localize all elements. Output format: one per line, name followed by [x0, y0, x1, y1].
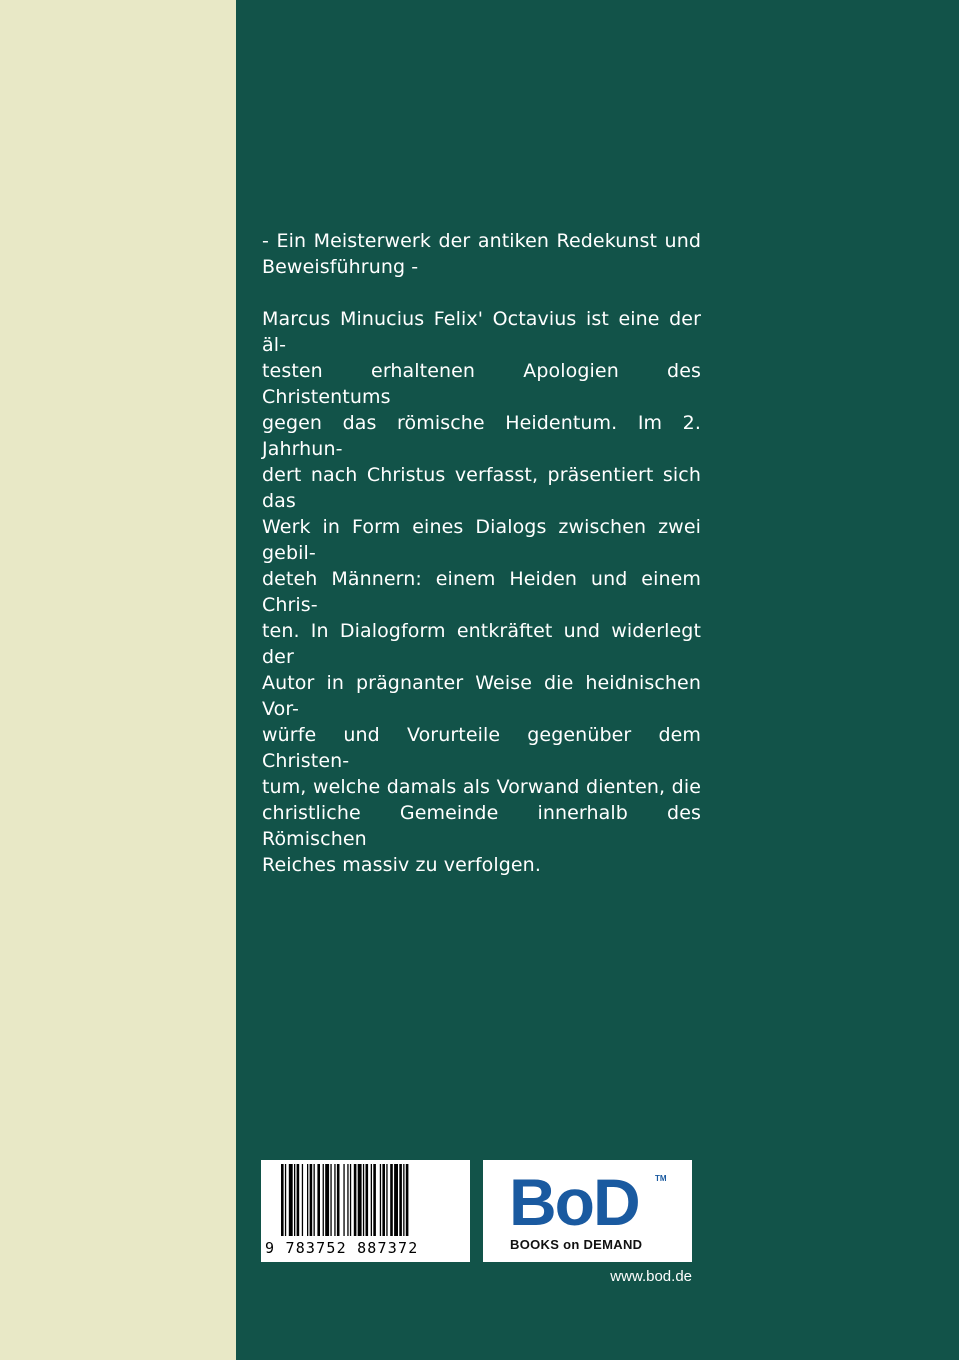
- blurb-text: [262, 228, 701, 878]
- barcode-bar: [399, 1164, 402, 1236]
- description-line: Autor in prägnanter Weise die heidnischen Vor-: [262, 672, 701, 720]
- isbn-digits: 9 783752 887372: [265, 1239, 419, 1257]
- barcode-bar: [386, 1164, 387, 1236]
- barcode-bar: [289, 1164, 293, 1236]
- barcode-bar: [380, 1164, 381, 1236]
- barcode-bar: [390, 1164, 393, 1236]
- tagline-line: Beweisführung -: [262, 256, 419, 278]
- description-line: Marcus Minucius Felix' Octavius ist eine der äl-: [262, 308, 701, 356]
- description-line: dert nach Christus verfasst, präsentiert sich das: [262, 464, 701, 512]
- description-line: Werk in Form eines Dialogs zwischen zwei gebil-: [262, 516, 701, 564]
- description-line: würfe und Vorurteile gegenüber dem Christen-: [262, 724, 701, 772]
- barcode-bar: [314, 1164, 315, 1236]
- barcode-bar: [363, 1164, 364, 1236]
- publisher-website: www.bod.de: [610, 1268, 692, 1285]
- barcode-bar: [323, 1164, 324, 1236]
- barcode-bar: [350, 1164, 351, 1236]
- description-line: tum, welche damals als Vorwand dienten, die: [262, 776, 701, 798]
- tagline: [262, 228, 701, 280]
- barcode-bar: [366, 1164, 369, 1236]
- barcode-bar: [310, 1164, 313, 1236]
- barcode-bar: [325, 1164, 329, 1236]
- description-line: deteh Männern: einem Heiden und einem Chris-: [262, 568, 701, 616]
- bod-logo-text: BoD: [509, 1165, 639, 1239]
- barcode-bar: [307, 1164, 308, 1236]
- barcode-bar: [334, 1164, 335, 1236]
- description-line: christliche Gemeinde innerhalb des Römischen: [262, 802, 701, 850]
- barcode-bar: [347, 1164, 348, 1236]
- barcode-bar: [330, 1164, 331, 1236]
- barcode-bar: [317, 1164, 320, 1236]
- trademark-mark: TM: [655, 1174, 667, 1183]
- barcode-bar: [406, 1164, 409, 1236]
- spine-strip: [0, 0, 236, 1360]
- barcode-bar: [285, 1164, 286, 1236]
- barcode-bar: [281, 1164, 284, 1236]
- barcode-bar: [382, 1164, 385, 1236]
- barcode-bar: [343, 1164, 344, 1236]
- barcode-bar: [302, 1164, 303, 1236]
- barcode-bar: [358, 1164, 362, 1236]
- barcode-bar: [371, 1164, 372, 1236]
- tagline-line: - Ein Meisterwerk der antiken Redekunst und: [262, 230, 701, 252]
- barcode-bar: [394, 1164, 398, 1236]
- publisher-logo: [483, 1160, 692, 1262]
- barcode-bar: [294, 1164, 295, 1236]
- description-line: ten. In Dialogform entkräftet und widerlegt der: [262, 620, 701, 668]
- barcode-bars: [261, 1160, 470, 1240]
- description-line: gegen das römische Heidentum. Im 2. Jahrhun-: [262, 412, 701, 460]
- description: [262, 306, 701, 878]
- barcode-bar: [373, 1164, 376, 1236]
- description-line: Reiches massiv zu verfolgen.: [262, 854, 541, 876]
- isbn-barcode: [261, 1160, 470, 1262]
- publisher-subline: BOOKS on DEMAND: [510, 1237, 643, 1252]
- description-line: testen erhaltenen Apologien des Christentums: [262, 360, 701, 408]
- barcode-bar: [297, 1164, 300, 1236]
- barcode-bar: [403, 1164, 404, 1236]
- barcode-bar: [337, 1164, 340, 1236]
- barcode-bar: [354, 1164, 357, 1236]
